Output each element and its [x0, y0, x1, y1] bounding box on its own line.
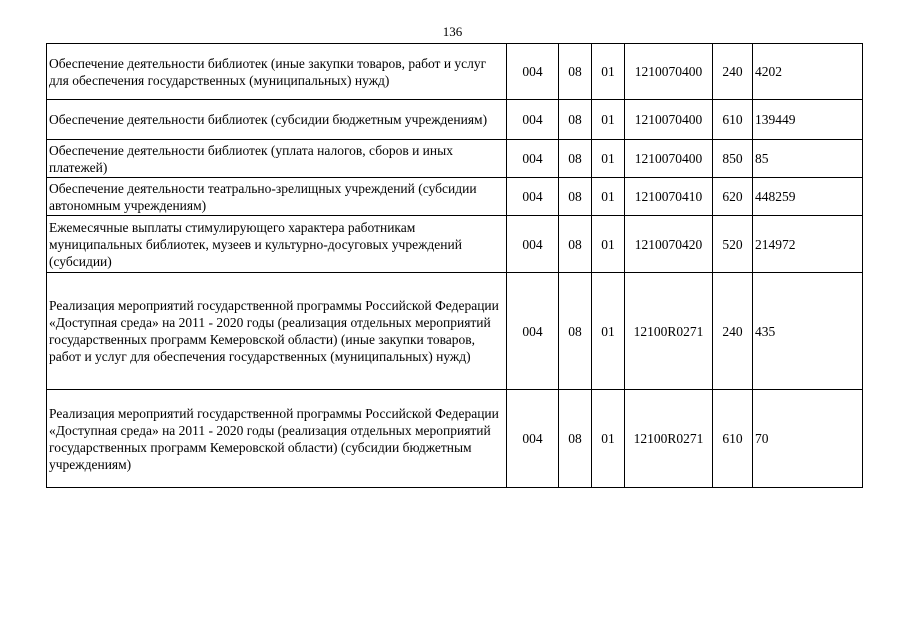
amount: 139449	[753, 100, 863, 140]
table-row	[47, 273, 863, 390]
target-article-code: 12100R0271	[625, 390, 713, 488]
amount: 4202	[753, 44, 863, 100]
target-article-code: 1210070400	[625, 100, 713, 140]
expense-type-code: 610	[713, 100, 753, 140]
target-article-code: 1210070410	[625, 178, 713, 216]
target-article-code: 1210070400	[625, 140, 713, 178]
amount: 70	[753, 390, 863, 488]
section-code: 08	[559, 140, 592, 178]
row-description: Реализация мероприятий государственной программы Российской Федерации «Доступная среда» на 2011 - 2020 годы (реализация отдельных мероприятий государственных программ Кемеровской области) (субсидии бюджетным учреждениям)	[47, 390, 507, 488]
page-number: 136	[442, 24, 463, 39]
ministry-code: 004	[507, 140, 559, 178]
target-article-code: 12100R0271	[625, 273, 713, 390]
ministry-code: 004	[507, 178, 559, 216]
ministry-code: 004	[507, 100, 559, 140]
row-description: Обеспечение деятельности театрально-зрелищных учреждений (субсидии автономным учреждениям)	[47, 178, 507, 216]
table-row	[47, 44, 863, 100]
ministry-code: 004	[507, 216, 559, 273]
subsection-code: 01	[592, 390, 625, 488]
amount: 214972	[753, 216, 863, 273]
section-code: 08	[559, 273, 592, 390]
expense-type-code: 520	[713, 216, 753, 273]
amount: 448259	[753, 178, 863, 216]
subsection-code: 01	[592, 140, 625, 178]
table-row	[47, 216, 863, 273]
row-description: Ежемесячные выплаты стимулирующего характера работникам муниципальных библиотек, музеев и культурно-досуговых учреждений (субсидии)	[47, 216, 507, 273]
expense-type-code: 620	[713, 178, 753, 216]
table-row	[47, 140, 863, 178]
subsection-code: 01	[592, 273, 625, 390]
table-row	[47, 100, 863, 140]
expense-type-code: 240	[713, 44, 753, 100]
row-description: Реализация мероприятий государственной программы Российской Федерации «Доступная среда» на 2011 - 2020 годы (реализация отдельных мероприятий государственных программ Кемеровской области) (иные закупки товаров, работ и услуг для обеспечения государственных (муниципальных) нужд)	[47, 273, 507, 390]
table-row	[47, 390, 863, 488]
subsection-code: 01	[592, 44, 625, 100]
amount: 85	[753, 140, 863, 178]
target-article-code: 1210070420	[625, 216, 713, 273]
subsection-code: 01	[592, 216, 625, 273]
ministry-code: 004	[507, 44, 559, 100]
section-code: 08	[559, 100, 592, 140]
ministry-code: 004	[507, 390, 559, 488]
expense-type-code: 610	[713, 390, 753, 488]
amount: 435	[753, 273, 863, 390]
row-description: Обеспечение деятельности библиотек (иные закупки товаров, работ и услуг для обеспечения государственных (муниципальных) нужд)	[47, 44, 507, 100]
table-row	[47, 178, 863, 216]
section-code: 08	[559, 178, 592, 216]
row-description: Обеспечение деятельности библиотек (уплата налогов, сборов и иных платежей)	[47, 140, 507, 178]
section-code: 08	[559, 390, 592, 488]
target-article-code: 1210070400	[625, 44, 713, 100]
section-code: 08	[559, 216, 592, 273]
subsection-code: 01	[592, 100, 625, 140]
expense-type-code: 240	[713, 273, 753, 390]
section-code: 08	[559, 44, 592, 100]
ministry-code: 004	[507, 273, 559, 390]
budget-table	[46, 43, 863, 488]
row-description: Обеспечение деятельности библиотек (субсидии бюджетным учреждениям)	[47, 100, 507, 140]
subsection-code: 01	[592, 178, 625, 216]
expense-type-code: 850	[713, 140, 753, 178]
